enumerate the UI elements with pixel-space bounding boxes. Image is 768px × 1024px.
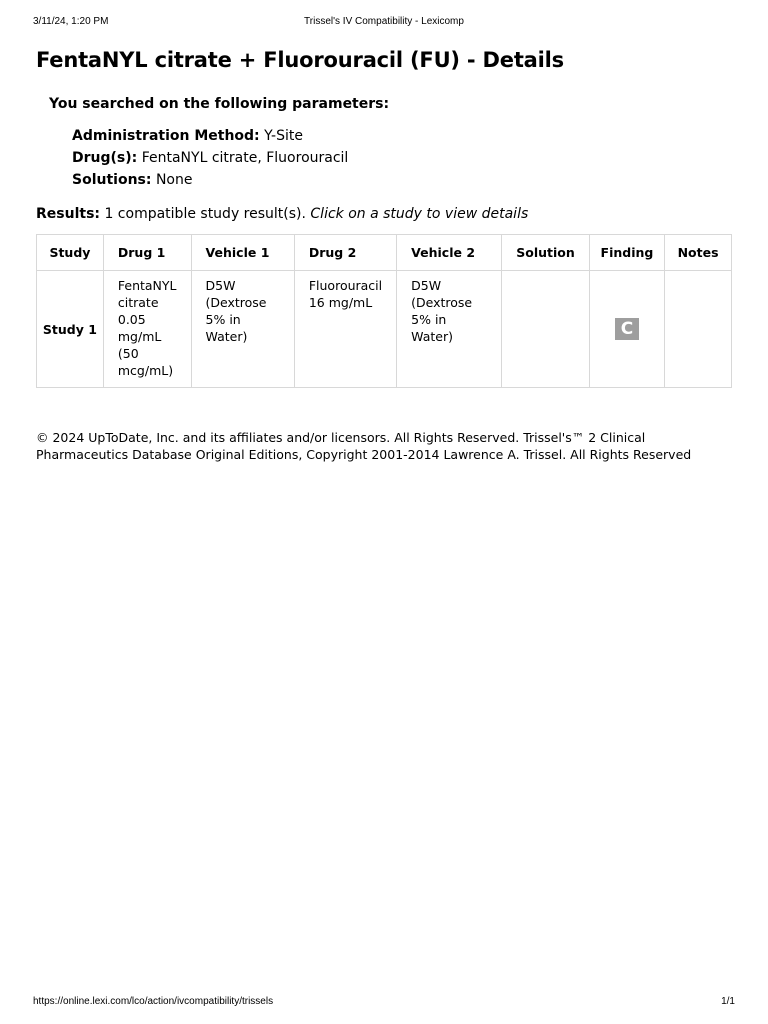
col-header-study: Study [37,235,104,271]
col-header-drug1: Drug 1 [103,235,191,271]
param-solutions [72,169,348,191]
col-header-finding: Finding [589,235,664,271]
results-table [36,234,732,388]
param-admin-method-label: Administration Method: [72,128,260,144]
col-header-drug2: Drug 2 [294,235,396,271]
print-page-count: 1/1 [721,996,735,1007]
cell-vehicle2: D5W (Dextrose 5% in Water) [397,271,502,388]
print-datetime: 3/11/24, 1:20 PM [33,16,109,27]
results-count-text: 1 compatible study result(s). [104,206,306,222]
page-title: FentaNYL citrate + Fluorouracil (FU) - Details [36,48,564,72]
cell-notes [665,271,732,388]
print-header [33,16,735,30]
col-header-notes: Notes [665,235,732,271]
copyright-notice: © 2024 UpToDate, Inc. and its affiliates and/or licensors. All Rights Reserved. Trissel's™ 2 Clinical Pharmaceutics Database Original Editions, Copyright 2001-2014 Lawrence A. Trissel. All Rights Reserved [36,430,692,462]
results-label: Results: [36,206,100,222]
col-header-vehicle1: Vehicle 1 [191,235,294,271]
param-solutions-label: Solutions: [72,172,152,188]
table-header-row [37,235,732,271]
cell-drug2: Fluorouracil 16 mg/mL [294,271,396,388]
search-params-list [72,125,348,191]
cell-drug1: FentaNYL citrate 0.05 mg/mL (50 mcg/mL) [103,271,191,388]
col-header-vehicle2: Vehicle 2 [397,235,502,271]
print-doc-title: Trissel's IV Compatibility - Lexicomp [304,16,464,27]
print-footer [33,996,735,1010]
param-solutions-value: None [155,172,193,188]
col-header-solution: Solution [502,235,590,271]
cell-vehicle1: D5W (Dextrose 5% in Water) [191,271,294,388]
param-drugs-value: FentaNYL citrate, Fluorouracil [141,150,349,166]
cell-study[interactable]: Study 1 [37,271,104,388]
cell-finding [589,271,664,388]
param-admin-method-value: Y-Site [264,128,303,144]
results-hint: Click on a study to view details [310,206,529,222]
compatible-finding-badge: C [615,318,639,340]
param-admin-method [72,125,348,147]
search-params-heading: You searched on the following parameters: [49,96,390,112]
param-drugs [72,147,348,169]
param-drugs-label: Drug(s): [72,150,138,166]
print-url: https://online.lexi.com/lco/action/ivcompatibility/trissels [33,996,274,1007]
cell-solution [502,271,590,388]
results-summary [36,206,528,222]
table-row[interactable] [37,271,732,388]
